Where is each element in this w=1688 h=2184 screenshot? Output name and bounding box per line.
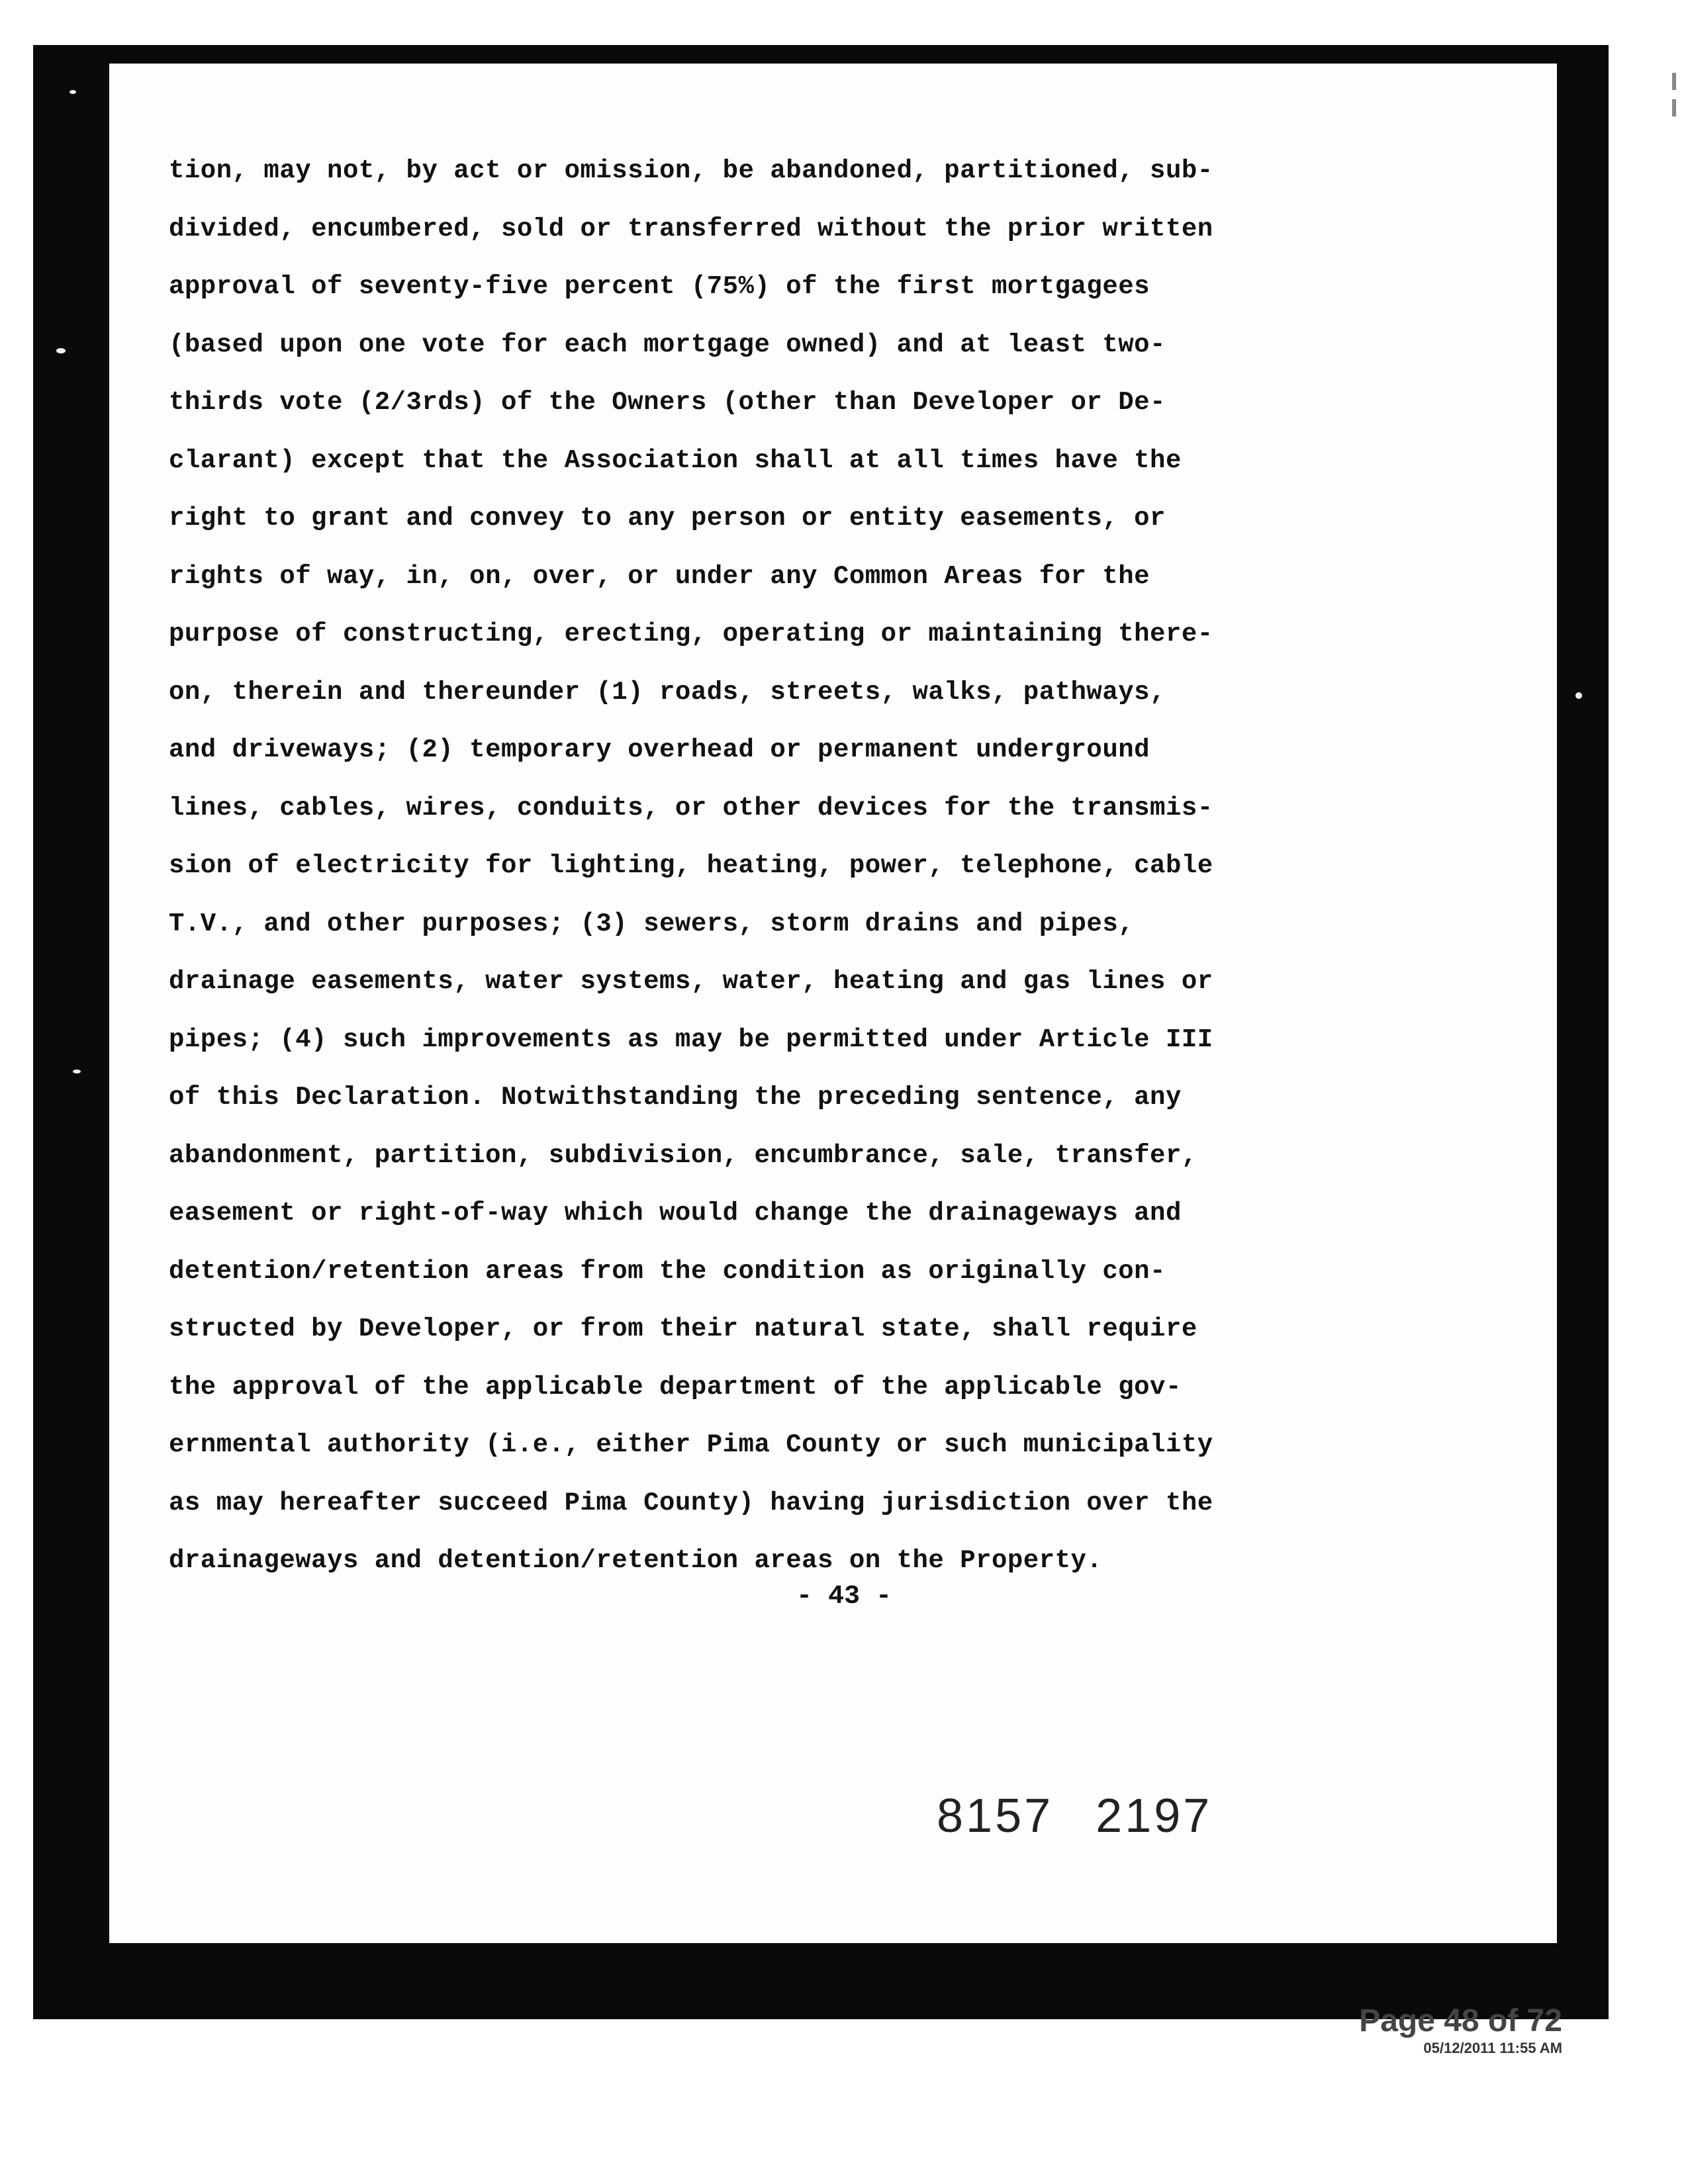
body-line: drainageways and detention/retention areas on the Property. (169, 1546, 1103, 1575)
body-line: of this Declaration. Notwithstanding the preceding sentence, any (169, 1083, 1182, 1112)
scan-speck (56, 348, 66, 353)
body-line: purpose of constructing, erecting, operating or maintaining there- (169, 619, 1213, 649)
body-line: ernmental authority (i.e., either Pima County or such municipality (169, 1430, 1213, 1459)
page-number: - 43 - (796, 1582, 892, 1612)
body-line: tion, may not, by act or omission, be abandoned, partitioned, sub- (169, 156, 1213, 185)
body-line: thirds vote (2/3rds) of the Owners (other than Developer or De- (169, 388, 1166, 417)
body-line: T.V., and other purposes; (3) sewers, storm drains and pipes, (169, 909, 1135, 938)
body-line: abandonment, partition, subdivision, encumbrance, sale, transfer, (169, 1140, 1197, 1170)
page-indicator: Page 48 of 72 (1359, 2003, 1562, 2038)
body-line: divided, encumbered, sold or transferred without the prior written (169, 214, 1213, 244)
body-line: drainage easements, water systems, water, heating and gas lines or (169, 967, 1213, 996)
body-line: as may hereafter succeed Pima County) having jurisdiction over the (169, 1488, 1213, 1518)
body-line: sion of electricity for lighting, heating, power, telephone, cable (169, 851, 1213, 880)
body-line: clarant) except that the Association shall at all times have the (169, 445, 1182, 475)
margin-tick (1672, 99, 1676, 116)
body-line: structed by Developer, or from their natural state, shall require (169, 1314, 1197, 1343)
margin-tick (1672, 73, 1676, 90)
body-line: right to grant and convey to any person or entity easements, or (169, 504, 1166, 533)
body-line: and driveways; (2) temporary overhead or permanent underground (169, 735, 1150, 764)
body-line: approval of seventy-five percent (75%) of the first mortgagees (169, 272, 1150, 301)
body-line: on, therein and thereunder (1) roads, streets, walks, pathways, (169, 677, 1166, 707)
body-line: (based upon one vote for each mortgage owned) and at least two- (169, 330, 1166, 359)
scan-speck (73, 1069, 81, 1073)
footer-timestamp: 05/12/2011 11:55 AM (1423, 2040, 1562, 2056)
document-body-text (169, 142, 1433, 1590)
scan-speck (70, 90, 76, 94)
recording-number: 8157 2197 (937, 1790, 1213, 1843)
body-line: easement or right-of-way which would change the drainageways and (169, 1199, 1182, 1228)
body-line: pipes; (4) such improvements as may be permitted under Article III (169, 1024, 1213, 1054)
body-line: lines, cables, wires, conduits, or other devices for the transmis- (169, 793, 1213, 823)
body-line: detention/retention areas from the condition as originally con- (169, 1256, 1166, 1286)
scan-speck (1575, 692, 1582, 699)
body-line: rights of way, in, on, over, or under any Common Areas for the (169, 561, 1150, 591)
body-line: the approval of the applicable department of the applicable gov- (169, 1372, 1182, 1402)
